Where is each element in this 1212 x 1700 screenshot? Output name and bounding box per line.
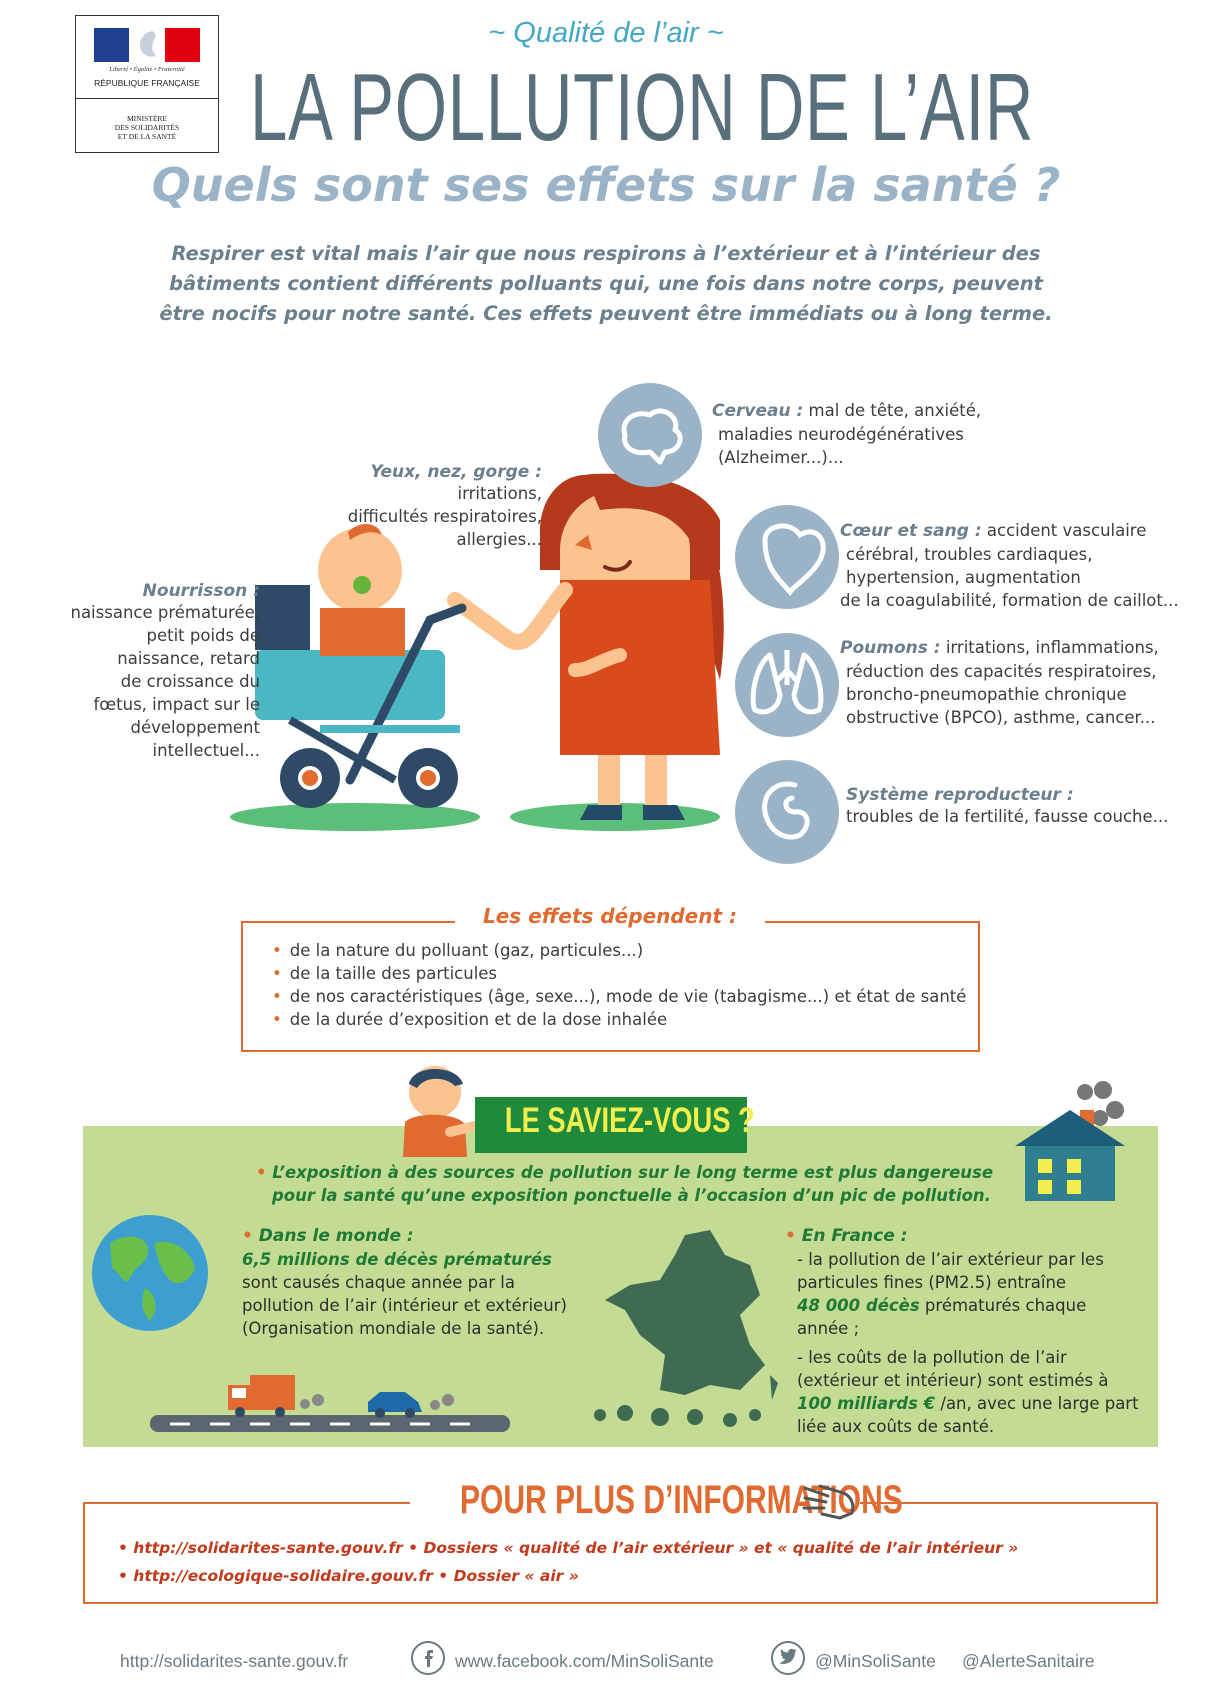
kicker-text: ~ Qualité de l’air ~	[488, 17, 724, 49]
france-block: • En France : - la pollution de l’air extérieur par les particules fines (PM2.5) entraîne 48 000 décès prématurés chaque année ; - les coûts de la pollution de l’air (extérieur et intérieur) sont estimés à 100 milliards € /an, avec une large part liée aux coûts de santé.	[785, 1226, 1139, 1436]
monde-block: • Dans le monde : 6,5 millions de décès prématurés sont causés chaque année par la pollution de l’air (intérieur et extérieur) (Organisation mondiale de la santé).	[242, 1226, 567, 1338]
twitter-icon[interactable]	[770, 1640, 806, 1676]
page-title: LA POLLUTION DE L’AIR	[250, 54, 1035, 161]
facebook-icon[interactable]	[410, 1640, 446, 1676]
list-item: • de la durée d’exposition et de la dose inhalée	[272, 1010, 668, 1029]
intro-paragraph: Respirer est vital mais l’air que nous respirons à l’extérieur et à l’intérieur des bâtiments contient différents polluants qui, une fois dans notre corps, peuvent être nocifs pour notre santé. Ces effets peuvent être immédiats ou à long terme.	[159, 242, 1053, 325]
info-link-1[interactable]: • http://solidarites-sante.gouv.fr • Dossiers « qualité de l’air extérieur » et « qualité de l’air intérieur »	[118, 1539, 1019, 1557]
pointing-hand-icon	[800, 1478, 860, 1523]
footer-twitter-ministry[interactable]: @MinSoliSante	[815, 1651, 936, 1671]
coeur-label: Cœur et sang : accident vasculaire cérébral, troubles cardiaques, hypertension, augmentation de la coagulabilité, formation de caillot...	[840, 521, 1179, 610]
logo-divider	[76, 98, 218, 99]
logo-ministry: MINISTÈRE DES SOLIDARITÉS ET DE LA SANTÉ	[114, 114, 180, 141]
footer-site-link[interactable]: http://solidarites-sante.gouv.fr	[120, 1651, 349, 1671]
info-link-2[interactable]: • http://ecologique-solidaire.gouv.fr • Dossier « air »	[118, 1567, 579, 1585]
list-item: • de la taille des particules	[272, 964, 498, 983]
saviez-lead: • L’exposition à des sources de pollution sur le long terme est plus dangereuse pour la santé qu’une exposition ponctuelle à l’occasion d’un pic de pollution.	[256, 1163, 994, 1205]
house-smoke-icon	[1015, 1080, 1135, 1205]
list-item: • de la nature du polluant (gaz, particules...)	[272, 941, 644, 960]
brain-icon	[598, 383, 702, 487]
france-map-icon	[590, 1225, 790, 1440]
footer-facebook-link[interactable]: www.facebook.com/MinSoliSante	[455, 1651, 714, 1671]
info-title: POUR PLUS D’INFORMATIONS	[460, 1478, 903, 1522]
footer-twitter-alerte[interactable]: @AlerteSanitaire	[962, 1651, 1095, 1671]
poumons-label: Poumons : irritations, inflammations, réduction des capacités respiratoires, broncho-pneumopathie chronique obstructive (BPCO), asthme, cancer...	[840, 638, 1159, 727]
page-subtitle: Quels sont ses effets sur la santé ?	[151, 158, 1061, 212]
cerveau-label: Cerveau : mal de tête, anxiété, maladies neurodégénératives (Alzheimer...)...	[712, 401, 982, 467]
stroller-figure	[255, 524, 462, 808]
list-item: • de nos caractéristiques (âge, sexe...), mode de vie (tabagisme...) et état de santé	[272, 987, 967, 1006]
effects-depend-title: Les effets dépendent :	[482, 904, 738, 928]
logo-republic: RÉPUBLIQUE FRANÇAISE	[94, 78, 200, 88]
pointing-man-icon	[395, 1062, 485, 1162]
nourrisson-label: Nourrisson : naissance prématurée, petit poids de naissance, retard de croissance du fœtus, impact sur le développement intellectuel...	[70, 581, 260, 760]
lungs-icon	[735, 633, 839, 737]
effects-depend-list	[272, 939, 966, 1031]
globe-icon	[90, 1213, 210, 1333]
grass-left	[230, 803, 480, 831]
road-traffic-icon	[150, 1370, 520, 1440]
logo-motto: Liberté • Égalité • Fraternité	[109, 66, 185, 73]
fetus-icon	[735, 760, 839, 864]
yeux-label: Yeux, nez, gorge : irritations, difficultés respiratoires, allergies...	[347, 462, 542, 549]
heart-icon	[735, 505, 839, 609]
saviez-title: LE SAVIEZ-VOUS ?	[504, 1101, 755, 1140]
repro-label: Système reproducteur : troubles de la fertilité, fausse couche...	[846, 785, 1169, 826]
